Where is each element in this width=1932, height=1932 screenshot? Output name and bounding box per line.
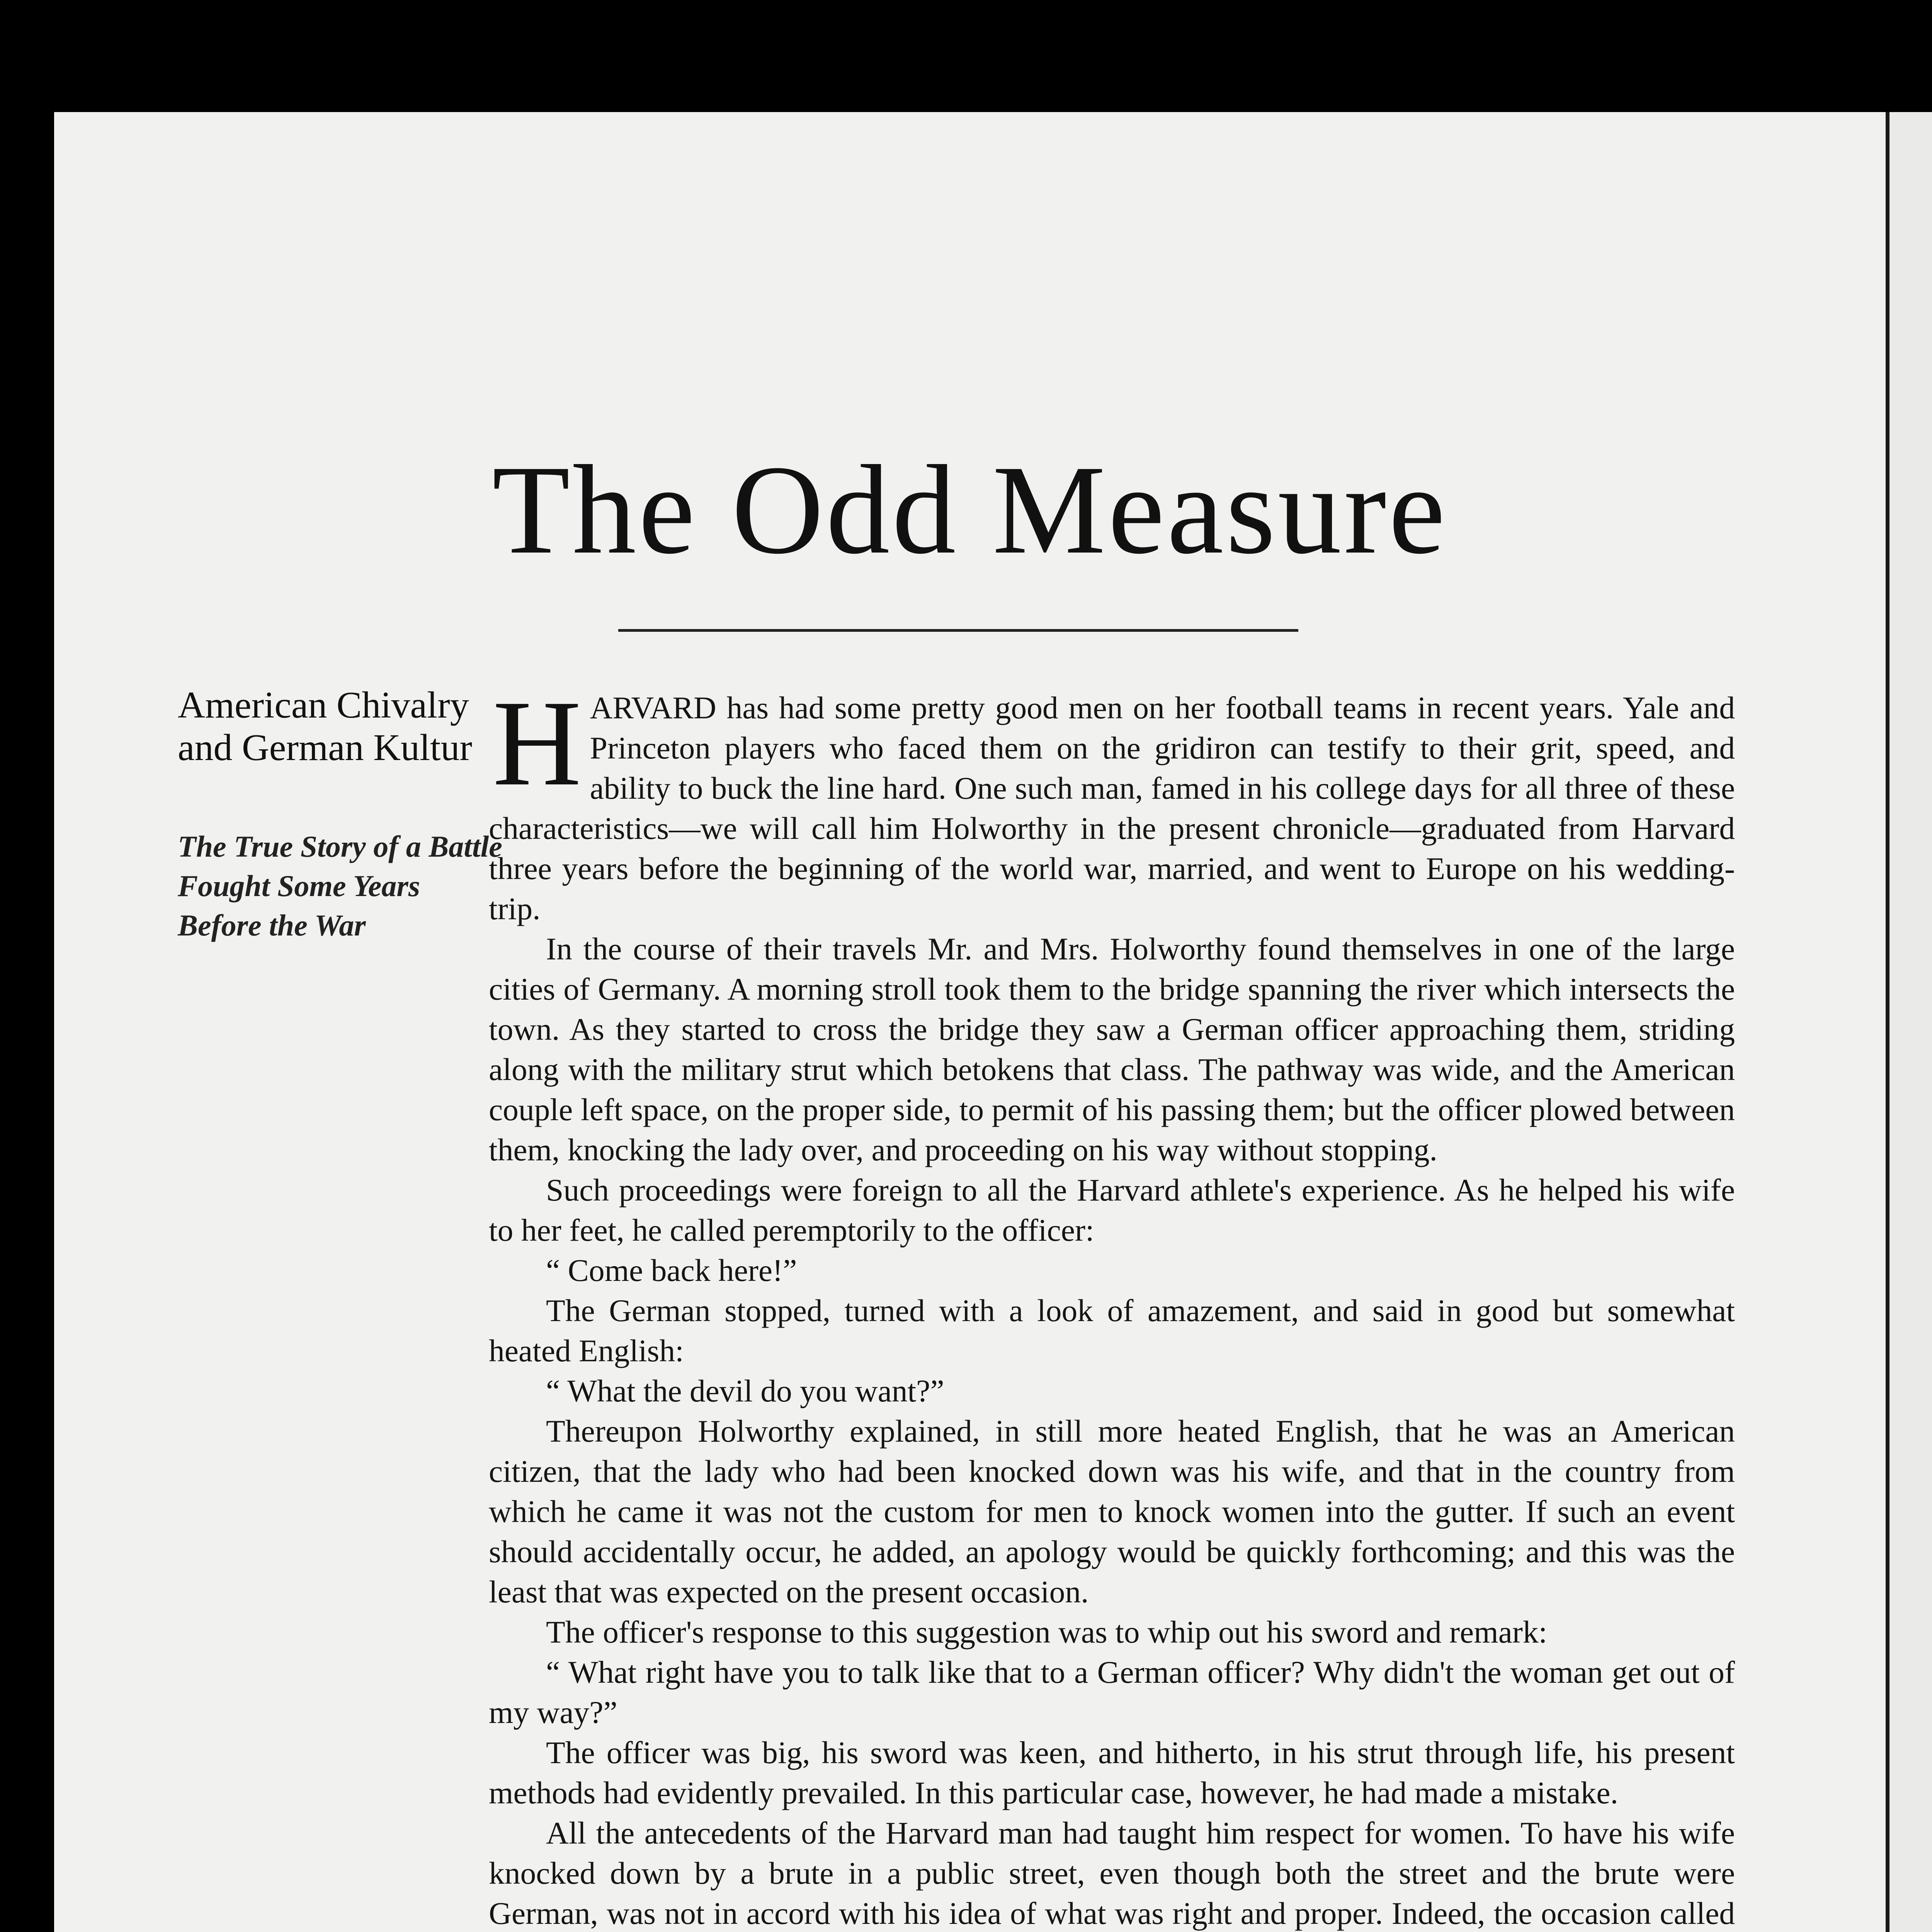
article-body [489,675,1735,1932]
article-paragraph: The officer was big, his sword was keen, and hitherto, in his strut through life, his present methods had evidently prevailed. In this particular case, however, he had made a mistake. [489,1735,1735,1810]
sidebar-heading: American Chivalry and German Kultur [178,684,472,769]
dialogue-line: “ What the devil do you want?” [546,1373,944,1408]
article-paragraph: All the antecedents of the Harvard man had taught him respect for women. To have his wife knocked down by a brute in a public street, even though both the street and the brute were German, was not in accord with his idea of what was right and proper. Indeed, the occasion called [489,1815,1735,1931]
page-gutter [1886,112,1889,1932]
sidebar-subheading: The True Story of a Battle Fought Some Years Before the War [178,830,502,942]
magazine-page [54,112,1886,1932]
article-paragraph: The German stopped, turned with a look of amazement, and said in good but somewhat heated English: [489,1293,1735,1368]
dialogue-line: “ What right have you to talk like that to a German officer? Why didn't the woman get out of my way?” [489,1655,1735,1730]
dialogue-line: “ Come back here!” [546,1253,797,1288]
article-paragraph: Such proceedings were foreign to all the Harvard athlete's experience. As he helped his wife to her feet, he called peremptorily to the officer: [489,1172,1735,1248]
title-divider [618,629,1298,632]
first-paragraph-text: ARVARD has had some pretty good men on her football teams in recent years. Yale and Princeton players who faced them on the gridiron can testify to their grit, speed, and ability to buck the line hard. One such man, famed in his college days for all three of these characteristics—we will call him Holworthy in the present chronicle—graduated from Harvard three years before the beginning of the world war, married, and went to Europe on his wedding-trip. [489,690,1735,926]
adjacent-page-edge [1889,112,1932,1932]
article-paragraph: In the course of their travels Mr. and Mrs. Holworthy found themselves in one of the large cities of Germany. A morning stroll took them to the bridge spanning the river which intersects the town. As they started to cross the bridge they saw a German officer approaching them, striding along with the military strut which betokens that class. The pathway was wide, and the American couple left space, on the proper side, to permit of his passing them; but the officer plowed between them, knocking the lady over, and proceeding on his way without stopping. [489,931,1735,1167]
article-paragraph: The officer's response to this suggestion was to whip out his sword and remark: [546,1614,1548,1650]
drop-cap: H [493,675,582,811]
article-paragraph [489,675,1735,929]
article-paragraph: Thereupon Holworthy explained, in still more heated English, that he was an American citizen, that the lady who had been knocked down was his wife, and that in the country from which he came it was not the custom for men to knock women into the gutter. If such an event should accidentally occur, he added, an apology would be quickly forthcoming; and this was the least that was expected on the present occasion. [489,1413,1735,1609]
page-title: The Odd Measure [492,439,1448,580]
